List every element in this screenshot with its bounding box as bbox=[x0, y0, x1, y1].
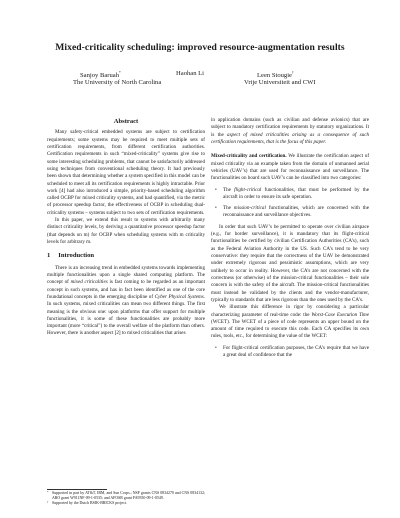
text-run: (WCET). The WCET of a piece of code represents an upper bound on the amount of time required to execute this code. Each CA specifies its own rules, tools, etc., for determining the value of the WCET: bbox=[211, 318, 369, 340]
abstract-paragraph-1: Many safety-critical embedded systems are subject to certification requirements; some systems may be required to meet multiple sets of certification requirements, from different certification authorities. Certification requirements in such “mixed-criticality” systems give rise to some interesting scheduling problems, that cannot be satisfactorily addressed using techniques from conventional scheduling theory. It had previously been shown that determining whether a system specified in this model can be scheduled to meet all its certification requirements is highly intractable. Prior work [4] had also introduced a simple, priority-based scheduling algorithm called OCBP for mixed criticality systems, and had quantified, via the metric of processor speedup factor, the effectiveness of OCBP in scheduling dual-criticality systems – systems subject to two sets of certification requirements. bbox=[47, 129, 205, 216]
emphasis: Worst-Case Execution Time bbox=[311, 311, 369, 318]
paper-title: Mixed-criticality scheduling: improved resource-augmentation results bbox=[55, 42, 345, 53]
affiliation-right: Vrije Universiteit and CWI bbox=[244, 79, 316, 86]
paragraph-wcet bbox=[211, 304, 369, 341]
emphasis: mixed criticalities bbox=[70, 279, 108, 286]
author-name: Haohan Li bbox=[176, 70, 205, 77]
footnotes bbox=[47, 491, 205, 506]
author-name: Sanjoy Baruah bbox=[80, 72, 120, 80]
footnote-mark: † bbox=[47, 500, 49, 504]
emphasis: flight-critical bbox=[234, 186, 262, 193]
text-run: functionalities, which are concerned with the reconnaissance and surveillance objectives. bbox=[223, 205, 369, 219]
text-run: We illustrate this difference in rigor by considering a particular characterizing parameter of real-time code: the bbox=[211, 304, 369, 318]
continued-paragraph bbox=[211, 117, 369, 146]
footnote-text: Supported in part by AT&T, IBM, and Sun Corps.; NSF grants CNS 0834270 and CNS 0834132; ARO grant W911NF-09-1-0535; and AFOSR grant FA9550-09-1-0549. bbox=[52, 491, 205, 500]
text-run: There is an increasing trend in embedded systems towards implementing multiple functionalities upon a single shared computing platform. The concept of bbox=[47, 264, 205, 286]
affiliation-left: The University of North Carolina bbox=[73, 79, 162, 86]
wcet-list bbox=[211, 345, 369, 360]
text-run: functionalities, that must be performed by the aircraft in order to ensure its safe operation. bbox=[223, 186, 369, 200]
abstract-heading: Abstract bbox=[113, 118, 139, 125]
text-run: in application domains (such as civilian and defense avionics) that are subject to mandatory certification requirements by statutory organizations. It is the bbox=[211, 117, 369, 138]
section-heading-introduction bbox=[47, 252, 205, 259]
emphasis: mission-critical bbox=[233, 205, 266, 212]
functionality-list bbox=[211, 187, 369, 220]
section-title: Introduction bbox=[58, 252, 95, 260]
text-run: The bbox=[223, 205, 234, 212]
emphasis: aspect of mixed criticalities arising as a consequence of such certification requirements, that is the focus of this paper. bbox=[211, 131, 369, 145]
text-run: is fast coming to be regarded as an important concept in such systems, and has in fact been identified as one of the core foundational concepts in the emerging discipline of bbox=[47, 279, 205, 300]
author-name: Leen Stougie bbox=[257, 72, 292, 80]
list-item bbox=[223, 205, 369, 220]
list-item bbox=[223, 187, 369, 202]
footnote-text: Supported by the Dutch BSIK-BRICKS project. bbox=[52, 501, 127, 505]
text-run: We illustrate the certification aspect of mixed criticality via an example taken from the domain of unmanned aerial vehicles (UAV’s) that are used for reconnaissance and surveillance. The functionalities on board such UAV’s can be classified into two categories: bbox=[211, 153, 370, 182]
paragraph-certification: In order that such UAV’s be permitted to operate over civilian airspace (e.g., for border surveillance), it is mandatory that its flight-critical functionalities be certified by civilian Certification Authorities (CA’s), such as the Federal Aviation Authority in the US. Such CA’s tend to be very conservative: they require that the correctness of the UAV be demonstrated under extremely rigorous and pessimistic assumptions, which are very unlikely to occur in reality. However, the CA’s are not concerned with the correctness (or otherwise) of the mission-critical functionalities – their sole concern is with the safety of the aircraft. The mission-critical functionalities must instead be validated by the clients and the vendor-manufacturer, typically to standards that are less rigorous than the ones used by the CA’s. bbox=[211, 223, 369, 303]
run-in-paragraph bbox=[211, 153, 369, 182]
section-number: 1 bbox=[47, 252, 51, 260]
footnote-2 bbox=[47, 501, 205, 506]
text-run: The bbox=[223, 186, 235, 193]
author-2 bbox=[176, 69, 204, 78]
footnote-1 bbox=[47, 491, 205, 501]
abstract-paragraph-2: In this paper, we extend this result to systems with arbitrarily many distinct criticality levels, by deriving a quantitative processor speedup factor (that depends on m) for OCBP when scheduling systems with m criticality levels for arbitrary m. bbox=[47, 217, 205, 245]
footnote-mark: * bbox=[47, 490, 49, 494]
footnote-rule bbox=[47, 489, 107, 490]
left-column bbox=[47, 118, 205, 338]
author-footnote-mark: * bbox=[119, 71, 121, 75]
emphasis: Cyber Physical Systems bbox=[154, 293, 204, 300]
intro-paragraph-1 bbox=[47, 265, 205, 338]
author-footnote-mark: † bbox=[291, 71, 294, 75]
right-column bbox=[211, 117, 369, 363]
run-in-heading: Mixed-criticality and certification. bbox=[211, 153, 287, 160]
text-run: . In such systems, mixed criticalities can mean two different things. The first meaning is the obvious one: upon platforms that offer support for multiple functionalities, it is some of these functionalities are probably more important (more “critical”) to the overall welfare of the platform than others. However, there is another aspect [2] to mixed criticalities that arises bbox=[47, 293, 205, 337]
list-item: • For flight-critical certification purposes, the CA’s require that we have a great deal of confidence that the bbox=[223, 345, 369, 360]
